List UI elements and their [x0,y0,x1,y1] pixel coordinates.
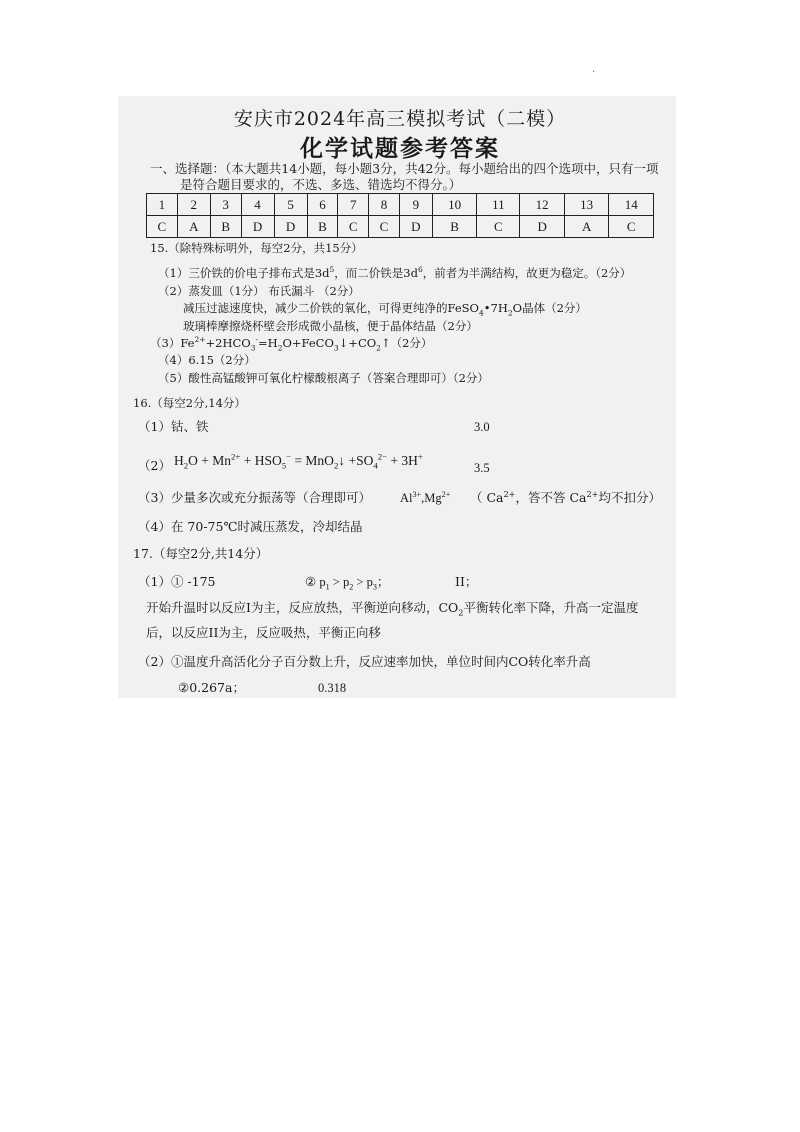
answer-cell: A [564,216,609,238]
q16-part1-value: 3.0 [474,420,490,434]
question-number: 12 [520,194,565,216]
answer-cell: B [307,216,338,238]
answer-cell: D [274,216,307,238]
answer-cell: A [177,216,210,238]
page-subtitle: 化学试题参考答案 [300,136,500,162]
question-number: 8 [369,194,400,216]
answer-cell: C [338,216,369,238]
q17-part2-answer-a: ②0.267a； [178,680,245,695]
answer-cell: D [399,216,432,238]
q15-part2: （2）蒸发皿（1分） 布氏漏斗 （2分） [158,284,360,298]
q16-part3: （3）少量多次或充分振荡等（合理即可） [138,490,371,505]
q15-part2-explanation2: 玻璃棒摩擦烧杯壁会形成微小晶核，便于晶体结晶（2分） [183,319,478,333]
q17-part2: （2）①温度升高活化分子百分数上升，反应速率加快，单位时间内CO转化率升高 [138,654,591,669]
answer-cell: D [241,216,274,238]
q17-part1-c: II； [455,574,478,589]
question-number: 14 [609,194,654,216]
page-title: 安庆市2024年高三模拟考试（二模） [233,108,567,130]
q17-part1-a: （1）① -175 [138,574,216,589]
stray-mark: . [592,64,596,75]
q17-part1-explanation2: 后，以反应II为主，反应吸热，平衡正向移 [146,625,381,640]
answer-table-answer-row [147,216,654,238]
answer-table [146,193,654,238]
q17-header: 17.（每空2分,共14分） [133,546,269,561]
question-number: 10 [432,194,477,216]
answer-cell: B [210,216,241,238]
question-number: 5 [274,194,307,216]
q16-part2-equation: $H_2O + Mn^{2+} + HSO_5^-$ = MnO$_2$↓ $+SO_4^{2-} + 3H^+$ [174,451,423,471]
q16-part1: （1）钴、铁 [138,419,209,434]
q16-part2-value: 3.5 [474,461,490,475]
question-number: 9 [399,194,432,216]
answer-cell: C [609,216,654,238]
answer-cell: C [477,216,520,238]
q16-part2-label: （2） [138,458,171,473]
q16-part3-ions: $Al^{3+},Mg^{2+}$ [400,489,451,505]
q15-part1: （1）三价铁的价电子排布式是$3d^5$，而二价铁是$3d^6$，前者为半满结构，故更为稳定。（2分） [158,265,632,280]
answer-cell: C [369,216,400,238]
q15-part2-explanation1: 减压过滤速度快，减少二价铁的氧化，可得更纯净的$FeSO_4•7H_2O$晶体（2分） [183,301,587,318]
answer-cell: C [147,216,178,238]
q17-part1-explanation1: 开始升温时以反应I为主，反应放热，平衡逆向移动，$CO_2$平衡转化率下降，升高一定温度 [146,600,639,618]
q17-part1-b: ② $p_1 > p_2 > p_3$； [305,575,390,592]
q16-header: 16.（每空2分,14分） [133,396,246,410]
question-number: 11 [477,194,520,216]
q15-part5: （5）酸性高锰酸钾可氧化柠檬酸根离子（答案合理即可）（2分） [158,371,489,385]
question-number: 6 [307,194,338,216]
q16-part4: （4）在 70-75℃时减压蒸发，冷却结晶 [138,519,363,534]
q15-part4: （4）6.15（2分） [158,353,256,367]
q17-part2-answer-b: 0.318 [318,681,347,695]
section1-instructions-line1: 一、选择题：（本大题共14小题，每小题3分，共42分。每小题给出的四个选项中，只有一项 [150,161,659,176]
answer-table-number-row [147,194,654,216]
q16-part3-note: （ $Ca^{2+}$，答不答 $Ca^{2+}$均不扣分） [470,488,661,505]
question-number: 13 [564,194,609,216]
question-number: 4 [241,194,274,216]
question-number: 3 [210,194,241,216]
q15-part3: $(3)Fe^{2+}+2HCO_3^-=H_2O+FeCO_3↓+CO_2↑(2$分） [150,335,433,353]
section1-instructions-line2: 是符合题目要求的，不选、多选、错选均不得分。） [180,177,462,192]
question-number: 2 [177,194,210,216]
answer-cell: D [520,216,565,238]
q15-header: 15.（除特殊标明外，每空2分，共15分） [150,241,363,255]
question-number: 1 [147,194,178,216]
answer-cell: B [432,216,477,238]
question-number: 7 [338,194,369,216]
